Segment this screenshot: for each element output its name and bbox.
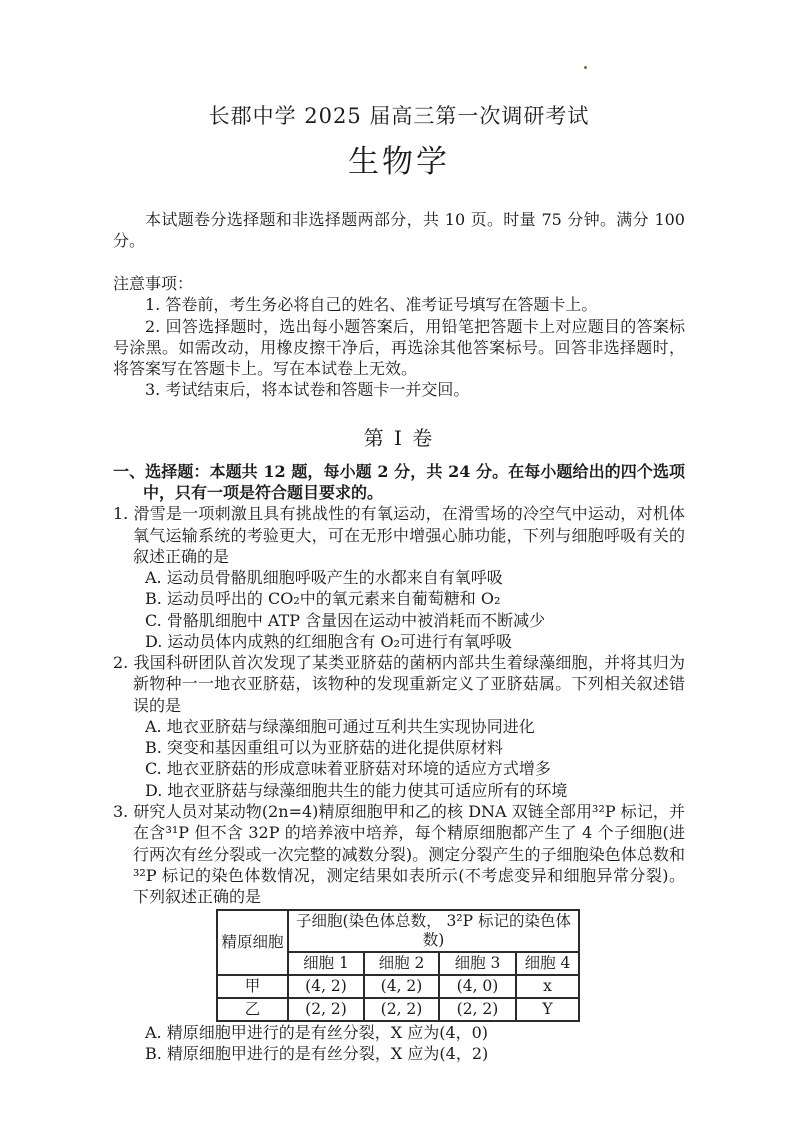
table-col-header-3: 细胞 3 <box>439 952 516 975</box>
table-row-yi <box>217 998 579 1021</box>
row-label-jia: 甲 <box>217 975 288 998</box>
results-table <box>216 909 580 1022</box>
question-2-option-a: A. 地衣亚脐菇与绿藻细胞可通过互利共生实现协同进化 <box>145 716 535 736</box>
question-2-text: 我国科研团队首次发现了某类亚脐菇的菌柄内部共生着绿藻细胞，并将其归为新物种一一地衣亚脐菇，该物种的发现重新定义了亚脐菇属。下列相关叙述错误的是 <box>133 653 685 715</box>
exam-title: 长郡中学 2025 届高三第一次调研考试 <box>208 104 590 128</box>
question-3-option-a: A. 精原细胞甲进行的是有丝分裂，X 应为(4，0) <box>145 1022 489 1042</box>
subject-title: 生物学 <box>348 144 450 181</box>
question-3 <box>113 801 685 1064</box>
scan-artifact-dot <box>584 66 587 69</box>
question-1-option-c: C. 骨骼肌细胞中 ATP 含量因在运动中被消耗而不断减少 <box>145 610 546 630</box>
table-cell: x <box>516 975 579 998</box>
table-col-header-2: 细胞 2 <box>364 952 439 975</box>
table-cell: (2, 2) <box>439 998 516 1021</box>
question-1-option-d: D. 运动员体内成熟的红细胞含有 O₂可进行有氧呼吸 <box>145 631 513 651</box>
table-corner-header: 精原细胞 <box>217 910 288 975</box>
table-header-row <box>217 910 579 952</box>
table-cell: (4, 0) <box>439 975 516 998</box>
table-cell: (2, 2) <box>288 998 364 1021</box>
question-1 <box>113 503 685 652</box>
question-2-number: 2. <box>113 653 129 673</box>
notice-item-1: 1. 答卷前，考生务必将自己的姓名、准考证号填写在答题卡上。 <box>145 295 598 315</box>
question-1-stem <box>113 503 685 567</box>
table-span-header: 子细胞(染色体总数， 3²P 标记的染色体数) <box>288 910 579 952</box>
question-2-option-b: B. 突变和基因重组可以为亚脐菇的进化提供原材料 <box>145 738 503 758</box>
question-1-number: 1. <box>113 504 129 524</box>
intro-paragraph: 本试题卷分选择题和非选择题两部分，共 10 页。时量 75 分钟。满分 100 分。 <box>113 209 685 250</box>
question-1-option-b: B. 运动员呼出的 CO₂中的氧元素来自葡萄糖和 O₂ <box>145 589 501 609</box>
question-2-stem <box>113 652 685 716</box>
question-3-option-b: B. 精原细胞甲进行的是有丝分裂，X 应为(4，2) <box>145 1044 489 1064</box>
question-1-option-a: A. 运动员骨骼肌细胞呼吸产生的水都来自有氧呼吸 <box>145 568 503 588</box>
table-cell: Y <box>516 998 579 1021</box>
part-title: 第 I 卷 <box>363 425 435 450</box>
table-row-jia <box>217 975 579 998</box>
table-cell: (2, 2) <box>364 998 439 1021</box>
table-cell: (4, 2) <box>288 975 364 998</box>
question-3-stem <box>113 801 685 907</box>
question-1-text: 滑雪是一项刺激且具有挑战性的有氧运动，在滑雪场的冷空气中运动，对机体氧气运输系统的考验更大，可在无形中增强心肺功能，下列与细胞呼吸有关的叙述正确的是 <box>133 504 685 566</box>
notice-item-3: 3. 考试结束后，将本试卷和答题卡一并交回。 <box>145 380 470 400</box>
table-col-header-1: 细胞 1 <box>288 952 364 975</box>
question-3-number: 3. <box>113 801 129 821</box>
question-2-option-c: C. 地衣亚脐菇的形成意味着亚脐菇对环境的适应方式增多 <box>145 759 551 779</box>
question-2 <box>113 652 685 801</box>
question-3-text: 研究人员对某动物(2n=4)精原细胞甲和乙的核 DNA 双链全部用³²P 标记，并在含³¹P 但不含 32P 的培养液中培养，每个精原细胞都产生了 4 个子细胞(进行两次有丝分裂或一次完整的减数分裂)。测定分裂产生的子细胞染色体总数和³²P 标记的染色体数情况，测定结果如表所示(不考虑变异和细胞异常分裂)。下列叙述正确的是 <box>133 801 685 907</box>
table-cell: (4, 2) <box>364 975 439 998</box>
question-2-option-d: D. 地衣亚脐菇与绿藻细胞共生的能力使其可适应所有的环境 <box>145 780 568 800</box>
notice-item-2: 2. 回答选择题时，选出每小题答案后，用铅笔把答题卡上对应题目的答案标号涂黑。如需改动，用橡皮擦干净后，再选涂其他答案标号。回答非选择题时，将答案写在答题卡上。写在本试卷上无效。 <box>113 316 685 379</box>
section-heading: 一、选择题：本题共 12 题，每小题 2 分，共 24 分。在每小题给出的四个选项中，只有一项是符合题目要求的。 <box>113 461 685 502</box>
notice-heading: 注意事项： <box>113 274 194 294</box>
table-col-header-4: 细胞 4 <box>516 952 579 975</box>
row-label-yi: 乙 <box>217 998 288 1021</box>
